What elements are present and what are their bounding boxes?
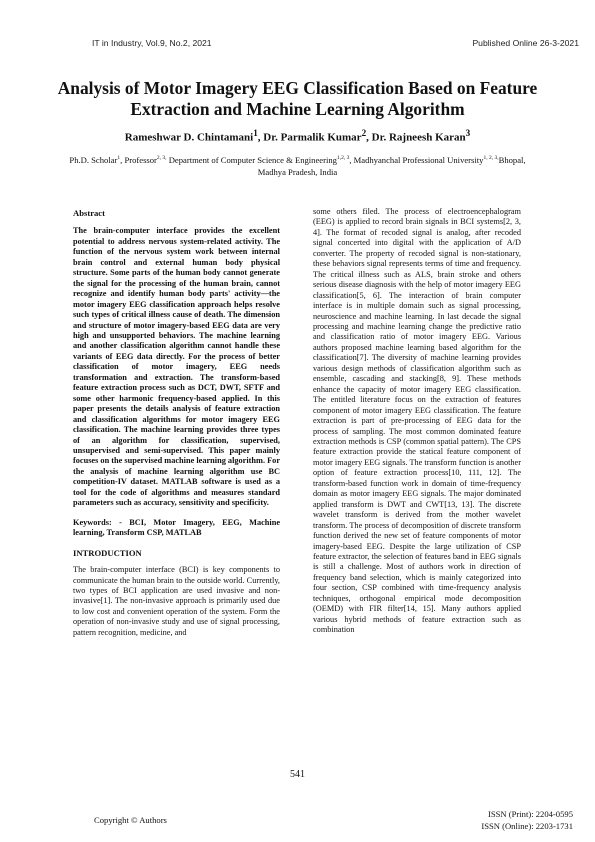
affiliation-superscript: 2, 3, — [156, 155, 167, 161]
author-list: Rameshwar D. Chintamani$^1$, Dr. Parmalik Kumar$^2$, Dr. Rajneesh Karan$^3$ — [124, 128, 471, 144]
issn-print: ISSN (Print): 2204-0595 — [488, 809, 573, 819]
affiliation-role: Ph.D. Scholar — [69, 154, 118, 165]
introduction-heading: INTRODUCTION — [73, 547, 142, 558]
affiliation-city: Bhopal, Madhya Pradesh, India — [257, 154, 526, 177]
author-name: Dr. Parmalik Kumar — [263, 131, 362, 144]
affiliation-university: Madhyanchal Professional University — [353, 154, 484, 165]
issn-online: ISSN (Online): 2203-1731 — [481, 821, 573, 831]
copyright-notice: Copyright © Authors — [94, 815, 167, 825]
right-column — [313, 207, 521, 636]
author-superscript: 2 — [361, 128, 367, 138]
affiliation: Ph.D. Scholar$^1$, Professor$^{2, 3,}$ Department of Computer Science & Engineering$^{1,2, 3}$, Madhyanchal Professional University$^{1, 2, 3,}$Bhopal, Madhya Pradesh, India — [69, 154, 526, 177]
author-name: Rameshwar D. Chintamani — [124, 131, 254, 144]
abstract-body: The brain-computer interface provides the excellent potential to address nervous system-related activity. The function of the nervous system work between internal brain control and external human body physical structure. Some parts of the human body cannot generate the signal for the processing of the human brain, cannot recognize and identify human body parts' activity—the motor imagery EEG classification approach helps resolve such types of critical illness cause of death. The dimension and structure of motor imagery-based EEG data are very high and unsupported behaviors. The machine learning and another classification algorithm cannot handle these variants of EEG data directly. For the process of better classification of motor imagery, EEG needs transformation and extraction. The transform-based feature extraction process such as DCT, DWT, SFTF and some other harmonic frequency-based applied. In this paper presents the details analysis of feature extraction and classification algorithms for motor imagery EEG classification. The machine learning provides three types of an algorithm for classification, supervised, unsupervised and semi-supervised. This paper mainly focuses on the supervised machine learning algorithm. For the analysis of machine learning algorithm use BC competition-IV dataset. MATLAB software is used as a tool for the code of algorithms and measures standard parameters such as accuracy, sensitivity and specificity. — [73, 226, 280, 508]
affiliation-role: Professor — [124, 154, 157, 165]
author-superscript: 3 — [465, 128, 471, 138]
abstract-heading: Abstract — [73, 208, 105, 218]
affiliation-superscript: 1,2, 3 — [336, 155, 350, 161]
affiliation-department: Department of Computer Science & Engineering — [168, 154, 337, 165]
affiliation-superscript: 1, 2, 3, — [483, 155, 499, 161]
journal-running-head: IT in Industry, Vol.9, No.2, 2021 — [92, 38, 212, 48]
page-number: 541 — [290, 769, 305, 780]
introduction-text-left: The brain-computer interface (BCI) is key components to communicate the human brain to the outside world. Currently, two types of BCI application are used invasive and non-invasive[1]. The non-invasive approach is primarily used due to low cost and convenient operation of the system. Form the operation of non-invasive study and use of signal processing, pattern recognition, medicine, and — [73, 565, 280, 637]
author-superscript: 1 — [253, 128, 258, 138]
publication-date: Published Online 26-3-2021 — [472, 38, 579, 48]
introduction-text-right: some others filed. The process of electroencephalogram (EEG) is applied to record brain signals in BCI systems[2, 3, 4]. The format of recoded signal is analog, after recoded signal concerted into digital with the application of A/D converter. The property of recoded signal is non-stationary, these behaviors signal represents terms of time and frequency. The critical illness such as ALS, brain stroke and others serious disease diagnosis with the help of motor imagery EEG classification[5, 6]. The interaction of brain computer interface is in multiple domain such as signal processing, neuroscience and machine learning. In last decade the signal processing and machine learning change the predictive ratio and classification ratio of motor imagery EEG. Various authors proposed machine learning based algorithm for the classification[7]. The diversity of machine learning provides various design methods of classification algorithm such as ensemble, cascading and stacking[8, 9]. These methods enhance the capacity of motor imagery EEG classification. The entitled literature focus on the extraction of features component of motor imagery EEG classification. The feature extraction is part of pre-processing of EEG data for the process of sampling. The most common dominated feature extraction methods is CSP (common spatial pattern). The CPS feature extraction provide the statical feature component of motor imagery EEG signals. The transform function is another option of feature extraction process[10, 111, 12]. The transform-based function work in domain of time-frequency domain as motor imagery EEG signals. The major dominated applied transform is DWT and CWT[13, 13]. The discrete wavelet transform is derived from the mother wavelet transform. The process of decomposition of discrete transform function derived the new set of feature components of motor imagery-based EEG. Despite the large utilization of CSP feature extractor, the selection of features band in EEG signals is still a challenge. Most of authors work in direction of frequency band selection, which is mainly categorized into four section, CSP combined with time-frequency analysis techniques, orthogonal empirical mode decomposition (OEMD) with FIR filter[14, 15]. Many authors applied various hybrid methods of feature extraction such as combination — [313, 207, 521, 635]
affiliation-superscript: 1 — [117, 155, 121, 161]
author-name: Dr. Rajneesh Karan — [371, 131, 466, 144]
left-column — [73, 208, 280, 638]
keywords: Keywords: - BCI, Motor Imagery, EEG, Machine learning, Transform CSP, MATLAB — [73, 517, 280, 538]
paper-title: Analysis of Motor Imagery EEG Classification Based on Feature Extraction and Machine Learning Algorithm — [57, 78, 538, 119]
